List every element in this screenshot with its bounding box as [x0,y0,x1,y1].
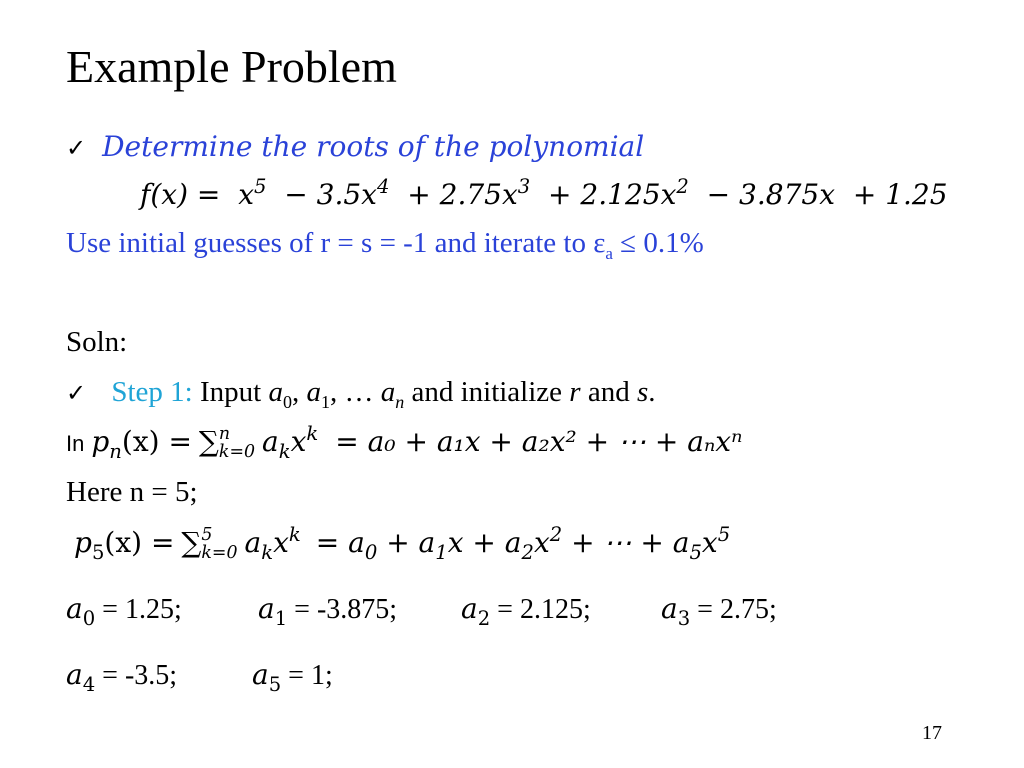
coefficient-a2: $a_2 = 2.125$; [461,592,591,630]
here-n-text: Here n = 5; [66,476,198,508]
summation-symbol: ∑ [198,425,219,458]
solution-label: Soln: [66,326,128,358]
polynomial-equation [140,175,948,211]
in-label: In [66,431,85,456]
step-1-label: Step 1: [111,376,193,408]
page-number: 17 [922,722,942,744]
coefficient-a4: $a_4 = -3.5$; [66,658,178,696]
general-rhs: = a₀ + a₁x + a₂x² + ⋯ + aₙxⁿ [335,425,743,458]
coefficient-a3: $a_3 = 2.75$; [661,592,777,630]
poly-term-6: + 1.25 [852,178,948,211]
coefficient-a5: $a_5 = 1$; [252,658,333,696]
specific-polynomial: $p_5(x)$ = ∑ 5 k=0 $a_kx^k = a_0 + a_1x + a_2x^2$ + ⋯ + $a_5x^5$ [74,523,731,564]
initial-guess-line: Use initial guesses of r = s = -1 and iterate to $\varepsilon_a \le 0.1\%$ [66,227,704,263]
poly-term-4: + $2.125x^2$ [548,175,689,211]
poly-term-3: + $2.75x^3$ [407,175,531,211]
problem-statement: Determine the roots of the polynomial [102,130,645,163]
poly-term-2: − $3.5x^4$ [284,175,390,211]
summation-symbol: ∑ [181,526,202,559]
slide-title: Example Problem [66,41,397,92]
poly-term-5: − 3.875x [706,178,836,211]
checkmark-icon: ✓ [66,379,87,407]
polynomial-lhs: f(x) = [140,178,221,211]
problem-statement-row [66,130,644,163]
coefficient-a1: $a_1 = -3.875$; [258,592,398,630]
coefficient-a0: $a_0 = 1.25$; [66,592,182,630]
checkmark-icon: ✓ [66,134,87,162]
general-polynomial: In $p_n(x)$ = ∑ n k=0 $a_kx^k = a_0 + a_1x + a_2x^2$ + ⋯ + aₙxⁿ [66,422,743,463]
step-1-row: ✓ Step 1: Input $a_0$, $a_1$, … $a_n$ and initialize r and s. [66,376,656,412]
poly-term-1: $x^5$ [238,175,267,211]
